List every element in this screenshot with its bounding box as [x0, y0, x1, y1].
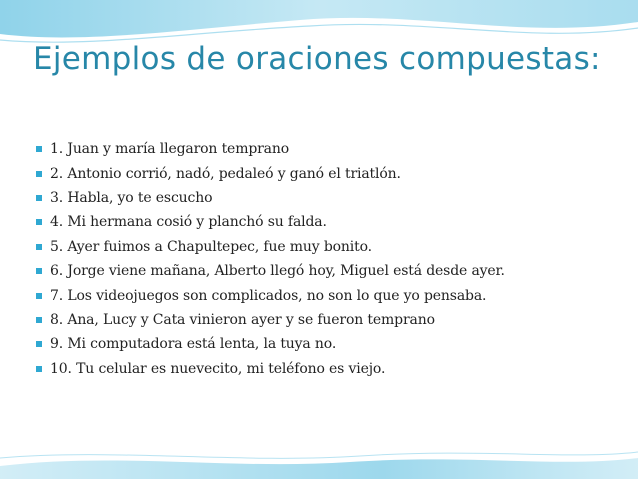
bottom-wave-band	[0, 458, 638, 479]
bottom-wave-line	[0, 452, 638, 458]
square-bullet-icon	[36, 293, 42, 299]
slide-title: Ejemplos de oraciones compuestas:	[33, 41, 601, 77]
bullet-text: 7. Los videojuegos son complicados, no son lo que yo pensaba.	[50, 287, 487, 304]
list-item	[36, 210, 626, 234]
list-item	[36, 161, 626, 185]
bullet-text: 3. Habla, yo te escucho	[50, 189, 213, 206]
list-item	[36, 308, 626, 332]
list-item	[36, 137, 626, 161]
list-item	[36, 283, 626, 307]
square-bullet-icon	[36, 219, 42, 225]
list-item	[36, 235, 626, 259]
bullet-text: 8. Ana, Lucy y Cata vinieron ayer y se fueron temprano	[50, 311, 435, 328]
square-bullet-icon	[36, 171, 42, 177]
square-bullet-icon	[36, 244, 42, 250]
list-item	[36, 186, 626, 210]
square-bullet-icon	[36, 146, 42, 152]
bullet-list	[36, 137, 626, 381]
square-bullet-icon	[36, 195, 42, 201]
bullet-text: 6. Jorge viene mañana, Alberto llegó hoy, Miguel está desde ayer.	[50, 263, 505, 280]
bullet-text: 5. Ayer fuimos a Chapultepec, fue muy bonito.	[50, 238, 372, 255]
list-item	[36, 332, 626, 356]
square-bullet-icon	[36, 268, 42, 274]
square-bullet-icon	[36, 317, 42, 323]
square-bullet-icon	[36, 341, 42, 347]
top-wave-band	[0, 0, 638, 37]
bullet-text: 4. Mi hermana cosió y planchó su falda.	[50, 214, 327, 231]
bullet-text: 1. Juan y maría llegaron temprano	[50, 141, 290, 158]
bullet-text: 10. Tu celular es nuevecito, mi teléfono es viejo.	[50, 360, 386, 377]
list-item	[36, 357, 626, 381]
bullet-text: 2. Antonio corrió, nadó, pedaleó y ganó el triatlón.	[50, 165, 401, 182]
square-bullet-icon	[36, 366, 42, 372]
list-item	[36, 259, 626, 283]
bullet-text: 9. Mi computadora está lenta, la tuya no.	[50, 336, 337, 353]
